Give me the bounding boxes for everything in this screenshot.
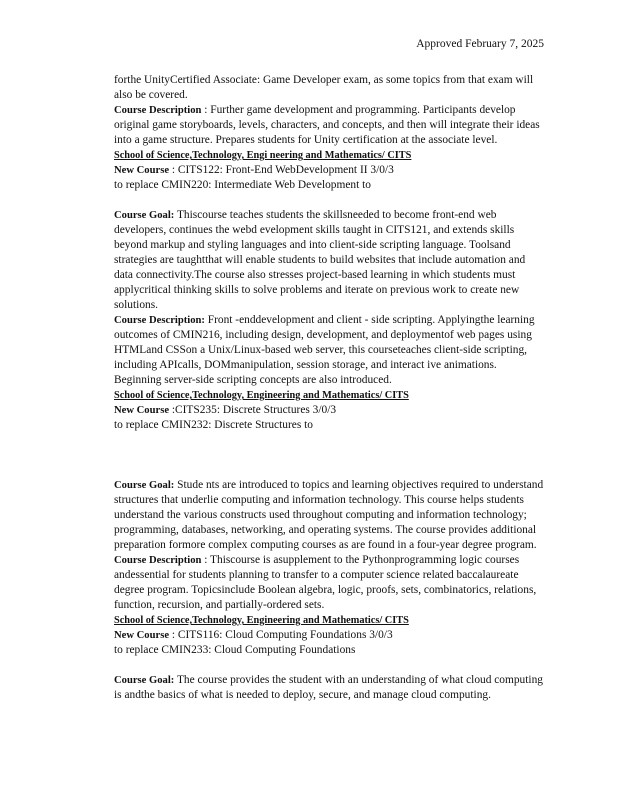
course-description <box>114 313 544 388</box>
school-heading: School of Science,Technology, Engineering and Mathematics/ CITS <box>114 615 409 626</box>
new-course-line <box>114 403 544 418</box>
replace-line: to replace CMIN220: Intermediate Web Development to <box>114 179 371 191</box>
school-heading: School of Science,Technology, Engi neering and Mathematics/ CITS <box>114 150 412 161</box>
new-course-label: New Course <box>114 405 170 416</box>
course-goal-label: Course Goal: <box>114 480 175 491</box>
approval-date: Approved February 7, 2025 <box>416 38 544 50</box>
course-description-label: Course Description <box>114 105 202 116</box>
course-description-label: Course Description <box>114 555 202 566</box>
course-goal <box>114 478 544 553</box>
course-goal-text: Stude nts are introduced to topics and learning objectives required to understand structures that underlie computing and information technology. This course helps students understand the various constructs used throughout computing and information technology; programming, databases, networking, and operating systems. The course provides additional preparation formore complex computing courses as are found in a four-year degree program. <box>114 479 544 551</box>
course-description-text: : Thiscourse is asupplement to the Pythonprogramming logic courses andessential for students planning to transfer to a computer science related baccalaureate degree program. Topicsinclude Boolean algebra, logic, proofs, sets, combinatorics, relations, function, recursion, and partially-ordered sets. <box>114 554 537 611</box>
course-goal-text: The course provides the student with an understanding of what cloud computing is andthe basics of what is needed to deploy, secure, and manage cloud computing. <box>114 674 543 701</box>
replace-line: to replace CMIN233: Cloud Computing Foundations <box>114 644 356 656</box>
course-goal <box>114 673 544 703</box>
course-goal-label: Course Goal: <box>114 210 175 221</box>
course-goal <box>114 208 544 313</box>
new-course-line <box>114 628 544 643</box>
course-goal-label: Course Goal: <box>114 675 175 686</box>
school-heading: School of Science,Technology, Engineering and Mathematics/ CITS <box>114 390 409 401</box>
document-body <box>114 73 544 703</box>
course-description-text: : Further game development and programming. Participants develop original game storyboards, levels, characters, and concepts, and then will integrate their ideas into a game structure. Prepares students for Unity certification at the associate level. <box>114 104 540 146</box>
course-description <box>114 553 544 613</box>
new-course-text: :CITS235: Discrete Structures 3/0/3 <box>169 404 337 416</box>
course-goal-text: Thiscourse teaches students the skillsneeded to become front-end web developers, continues the webd evelopment skills taught in CITS121, and extends skills beyond markup and styling languages and into client-side scripting language. Toolsand strategies are taughtthat will enable students to build websites that include automation and data connectivity.The course also stresses project-based learning in which students must applycritical thinking skills to solve problems and iterate on previous work to create new solutions. <box>114 209 526 311</box>
new-course-text: : CITS116: Cloud Computing Foundations 3/0/3 <box>169 629 393 641</box>
replace-line: to replace CMIN232: Discrete Structures to <box>114 419 313 431</box>
course-description-label: Course Description: <box>114 315 205 326</box>
new-course-line <box>114 163 544 178</box>
new-course-text: : CITS122: Front-End WebDevelopment II 3/0/3 <box>169 164 394 176</box>
new-course-label: New Course <box>114 165 170 176</box>
new-course-label: New Course <box>114 630 170 641</box>
course-description <box>114 103 544 148</box>
course-description-text: Front -enddevelopment and client - side scripting. Applyingthe learning outcomes of CMIN216, including design, development, and deploymentof web pages using HTMLand CSSon a Unix/Linux-based web server, this courseteaches client-side scripting, including APIcalls, DOMmanipulation, session storage, and interact ive animations. Beginning server-side scripting concepts are also introduced. <box>114 314 535 386</box>
intro-paragraph: forthe UnityCertified Associate: Game Developer exam, as some topics from that exam will also be covered. <box>114 74 534 101</box>
